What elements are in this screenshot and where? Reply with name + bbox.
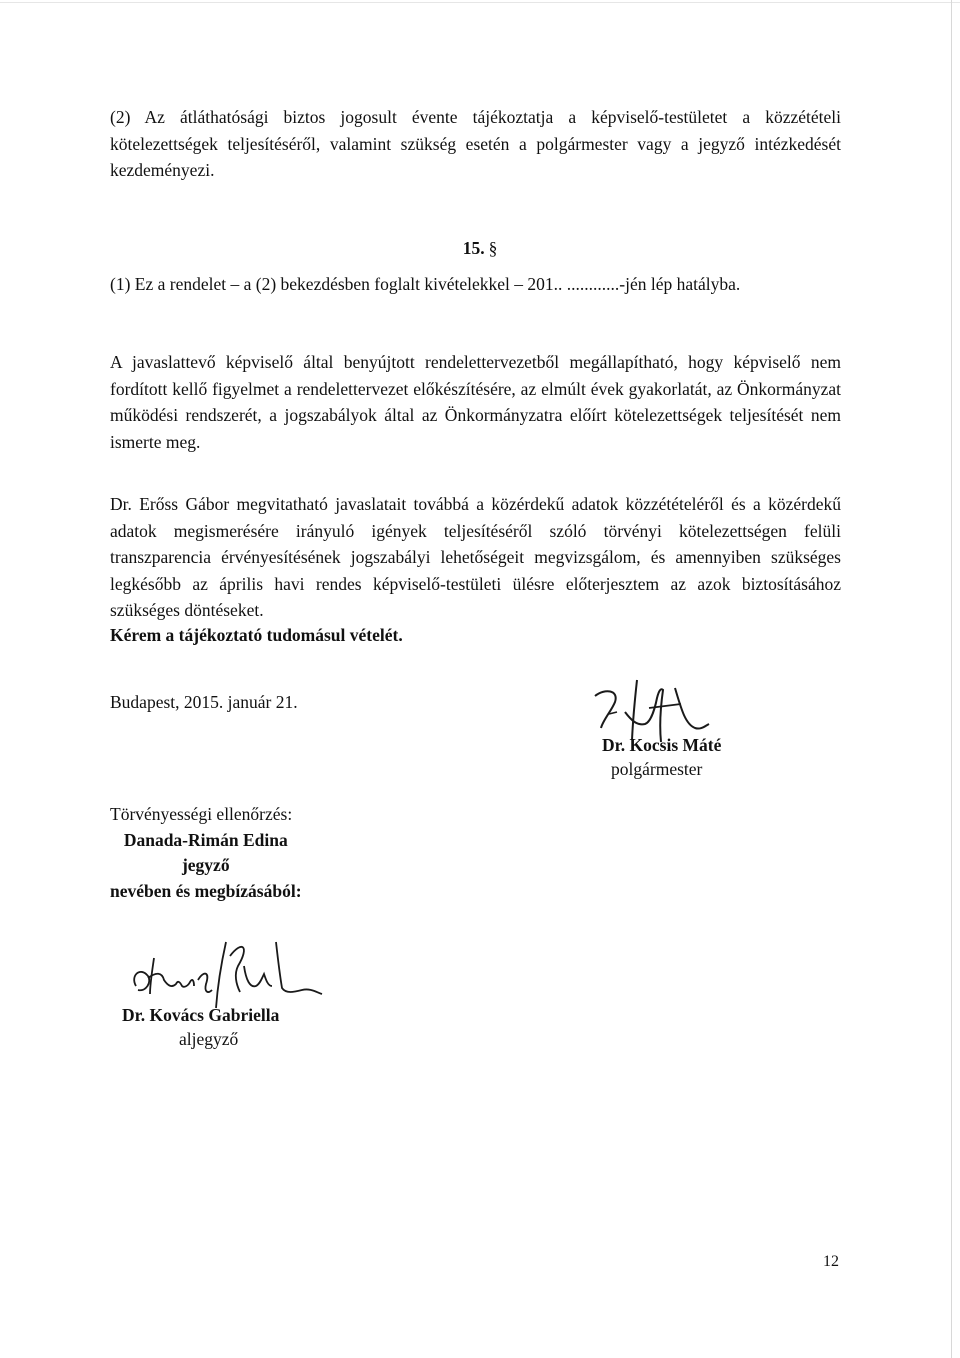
- on-behalf-line: nevében és megbízásából:: [110, 880, 302, 901]
- section-number: 15.: [462, 238, 485, 258]
- paragraph-transparency-commissioner: (2) Az átláthatósági biztos jogosult évente tájékoztatja a képviselő-testületet a közzétételi kötelezettségek teljesítéséről, valamint szükség esetén a polgármester vagy a jegyző intézkedését kezdeményezi.: [110, 107, 841, 180]
- section-entry-into-force: (1) Ez a rendelet – a (2) bekezdésben foglalt kivételekkel – 201.. ............-jén lép hatályba.: [110, 274, 741, 294]
- legal-check-label: Törvényességi ellenőrzés:: [110, 804, 293, 824]
- notary-role: jegyző: [181, 855, 230, 875]
- page-number: 12: [823, 1253, 839, 1270]
- mayor-name: Dr. Kocsis Máté: [602, 735, 722, 755]
- deputy-notary-name: Dr. Kovács Gabriella: [122, 1005, 280, 1025]
- notary-name: Danada-Rimán Edina: [123, 829, 288, 850]
- scan-edge-top: [0, 2, 960, 3]
- legal-check-signatory: [110, 828, 302, 905]
- mayor-title: polgármester: [611, 759, 703, 779]
- deputy-notary-signature: [126, 936, 326, 1016]
- place-date: Budapest, 2015. január 21.: [110, 692, 298, 712]
- paragraph-proposals: Dr. Erőss Gábor megvitatható javaslatait továbbá a közérdekű adatok közzétételéről és a közérdekű adatok megismerésére irányuló igények teljesítéséről szóló törvényi kötelezettségen felüli transzparencia érvényesítésének jogszabályi lehetőségeit megvizsgálom, és amennyiben szükséges legkésőbb az április havi rendes képviselő-testületi ülésre előterjesztem az azok biztosításához szükséges döntéseket.: [110, 494, 841, 620]
- paragraph-assessment: A javaslattevő képviselő által benyújtott rendelettervezetből megállapítható, hogy képviselő nem fordított kellő figyelmet a rendelettervezet előkészítésére, az elmúlt évek gyakorlatát, az Önkormányzat működési rendszerét, a jogszabályok által az Önkormányzatra előírt kötelezettségek teljesítését nem ismerte meg.: [110, 352, 841, 452]
- deputy-notary-title: aljegyző: [179, 1029, 239, 1049]
- scan-edge-right: [951, 0, 952, 1358]
- legal-check-block: [110, 802, 302, 904]
- section-heading: [0, 238, 960, 259]
- request-line: Kérem a tájékoztató tudomásul vételét.: [110, 625, 403, 645]
- section-symbol: §: [488, 238, 498, 258]
